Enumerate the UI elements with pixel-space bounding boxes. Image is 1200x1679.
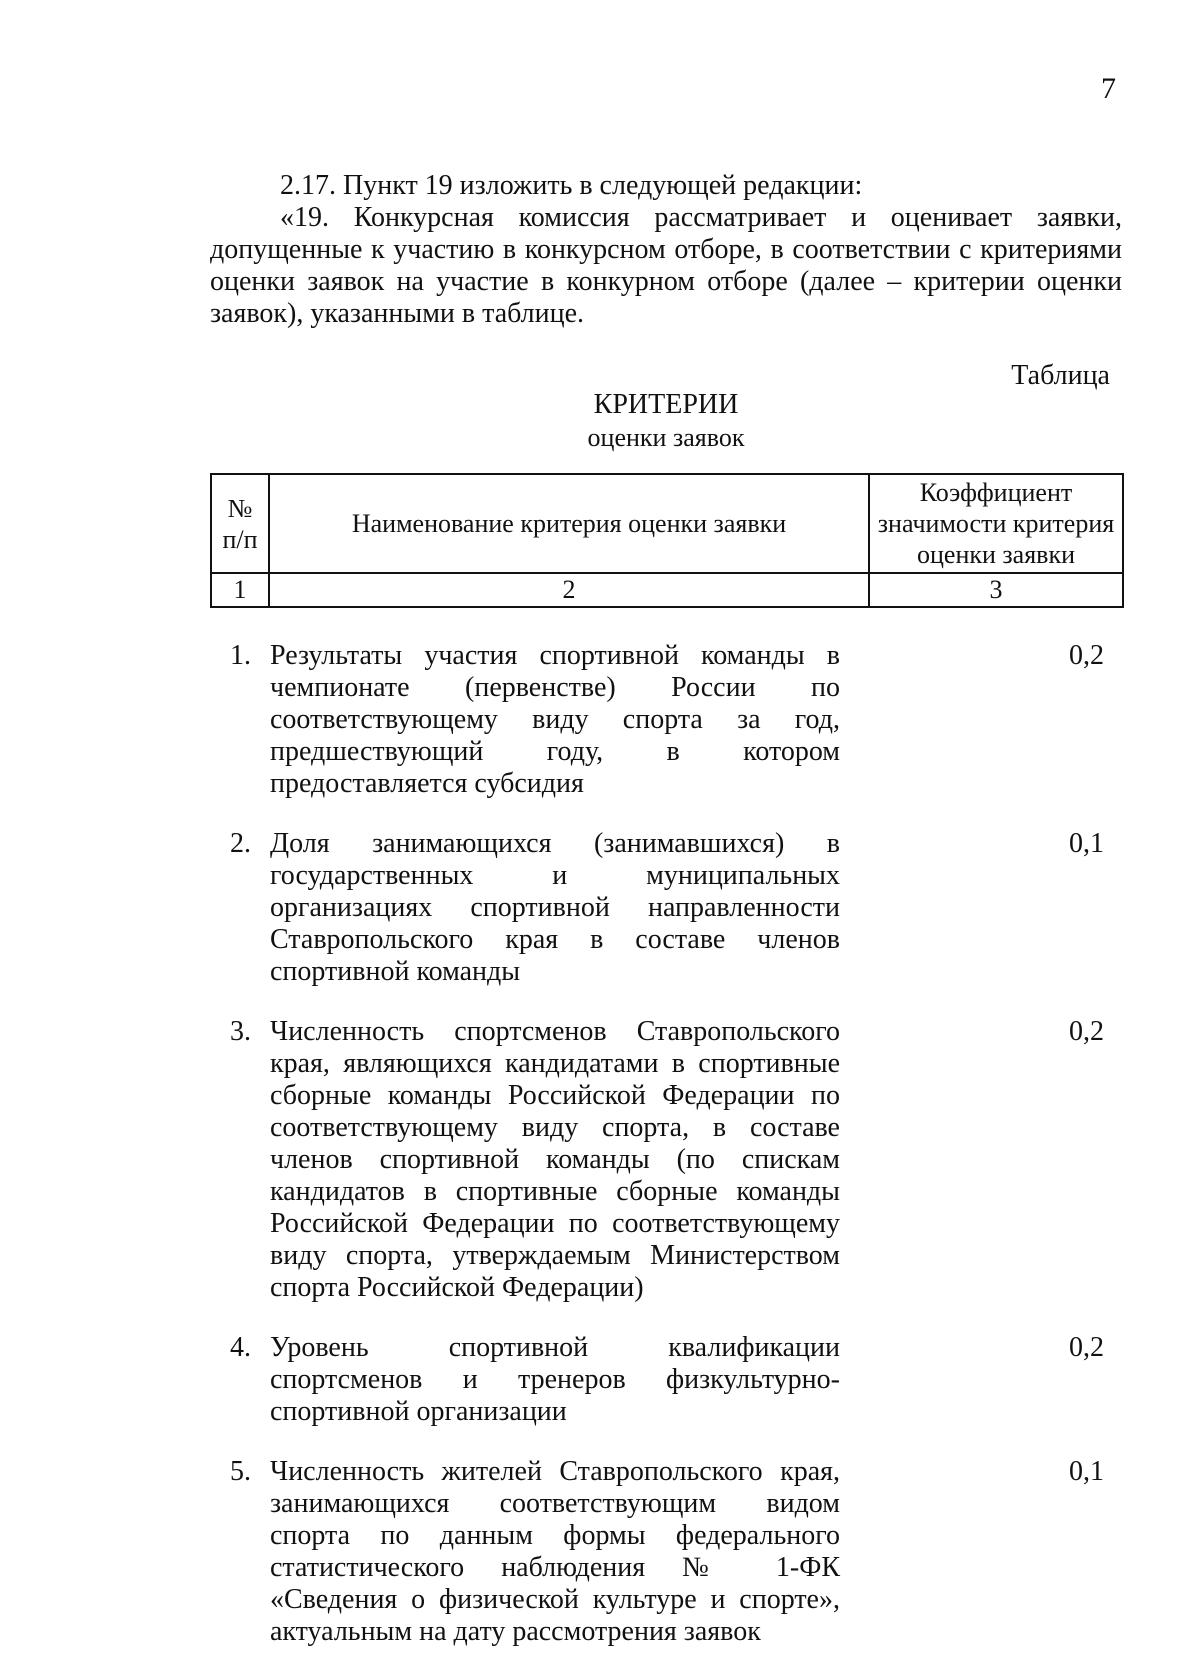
- criterion-text: Результаты участия спортивной команды в чемпионате (первенстве) России по соответствующему виду спорта за год, предшествующий году, в котором предоставляется субсидия: [270, 640, 840, 799]
- criterion-row: [210, 828, 1122, 988]
- table-label: Таблица: [1011, 360, 1110, 391]
- page-number: 7: [1101, 72, 1116, 105]
- header-criterion-name: Наименование критерия оценки заявки: [269, 474, 869, 573]
- criterion-row: [210, 640, 1122, 800]
- criterion-text: Доля занимающихся (занимавшихся) в государственных и муниципальных организациях спортивной направленности Ставропольского края в составе членов спортивной команды: [270, 828, 840, 987]
- criterion-coefficient: 0,2: [1069, 1332, 1104, 1363]
- criteria-list: [210, 640, 1122, 1676]
- criteria-table-header: [210, 473, 1124, 608]
- criterion-number: 1.: [230, 640, 251, 671]
- criterion-coefficient: 0,2: [1069, 1016, 1104, 1047]
- header-number: № п/п: [211, 474, 269, 573]
- table-title: КРИТЕРИИ: [593, 389, 739, 420]
- criterion-number: 3.: [230, 1016, 251, 1047]
- criterion-row: [210, 1332, 1122, 1428]
- criterion-coefficient: 0,1: [1069, 828, 1104, 859]
- criterion-row: [210, 1016, 1122, 1304]
- criterion-number: 2.: [230, 828, 251, 859]
- intro-paragraph-2: «19. Конкурсная комиссия рассматривает и оценивает заявки, допущенные к участию в конкурсном отборе, в соответствии с критериями оценки заявок на участие в конкурном отборе (далее – критерии оценки заявок), указанными в таблице.: [210, 202, 1122, 329]
- criterion-number: 4.: [230, 1332, 251, 1363]
- criterion-coefficient: 0,2: [1069, 640, 1104, 671]
- criterion-text: Уровень спортивной квалификации спортсменов и тренеров физкультурно-спортивной организации: [270, 1332, 840, 1427]
- criterion-text: Численность спортсменов Ставропольского края, являющихся кандидатами в спортивные сборные команды Российской Федерации по соответствующему виду спорта, в составе членов спортивной команды (по спискам кандидатов в спортивные сборные команды Российской Федерации по соответствующему виду спорта, утверждаемым Министерством спорта Российской Федерации): [270, 1016, 840, 1303]
- column-number-3: 3: [869, 573, 1123, 607]
- criterion-text: Численность жителей Ставропольского края, занимающихся соответствующим видом спорта по данным формы федерального статистического наблюдения № 1-ФК «Сведения о физической культуре и спорте», актуальным на дату рассмотрения заявок: [270, 1456, 840, 1647]
- header-coefficient: Коэффициент значимости критерия оценки заявки: [869, 474, 1123, 573]
- intro-text: [210, 170, 1122, 330]
- criterion-number: 5.: [230, 1456, 251, 1487]
- column-number-2: 2: [269, 573, 869, 607]
- column-number-1: 1: [211, 573, 269, 607]
- header-row: [211, 474, 1123, 573]
- column-number-row: [211, 573, 1123, 607]
- criterion-row: [210, 1456, 1122, 1648]
- intro-paragraph-1: 2.17. Пункт 19 изложить в следующей редакции:: [280, 170, 863, 201]
- table-subtitle: оценки заявок: [587, 423, 745, 452]
- criterion-coefficient: 0,1: [1069, 1456, 1104, 1487]
